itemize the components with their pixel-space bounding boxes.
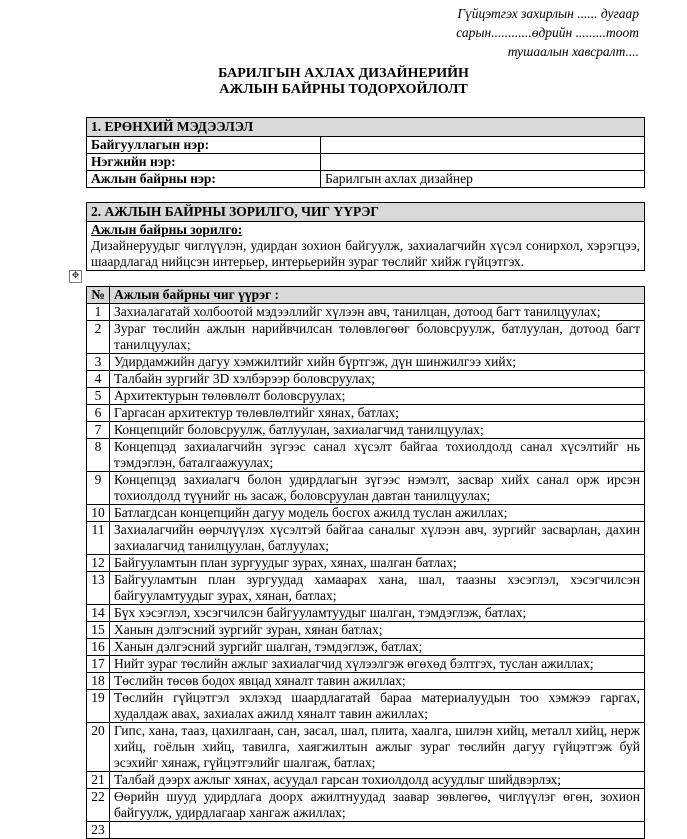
duty-text[interactable]: Нийт зураг төслийн ажлыг захиалагчид хүлээлгэж өгөхөд бэлтгэх, туслан ажиллах; (110, 656, 645, 673)
general-info-table (86, 117, 645, 188)
duty-text[interactable]: Бүх хэсэглэл, хэсэгчилсэн байгууламтуудыг шалган, тэмдэглэж, батлах; (110, 605, 645, 622)
table-row (87, 371, 645, 388)
duty-text[interactable] (110, 822, 645, 839)
field-value[interactable]: Барилгын ахлах дизайнер (321, 171, 645, 188)
duty-number: 14 (87, 605, 110, 622)
duty-number: 16 (87, 639, 110, 656)
title-line: БАРИЛГЫН АХЛАХ ДИЗАЙНЕРИЙН (218, 66, 469, 81)
section-heading: 1. ЕРӨНХИЙ МЭДЭЭЛЭЛ (87, 118, 645, 137)
duty-text[interactable]: Захиалагчийн өөрчлүүлэх хүсэлтэй байгаа саналыг хүлээн авч, зургийг засварлан, дахин захиалагчид танилцуулан, батлуулах; (110, 522, 645, 555)
table-row (87, 137, 645, 154)
duty-number: 20 (87, 723, 110, 772)
table-row (87, 422, 645, 439)
duty-number: 22 (87, 789, 110, 822)
duty-number: 10 (87, 505, 110, 522)
goal-text: Дизайнеруудыг чиглүүлэн, удирдан зохион байгуулж, захиалагчийн хүсэл сонирхол, хэрэгцээ, шаардлагад нийцсэн интерьер, интерьерийн зураг төслийг хийж гүйцэтгэх. (91, 238, 640, 269)
duty-number: 4 (87, 371, 110, 388)
goal-cell[interactable] (87, 222, 645, 271)
table-row (87, 405, 645, 422)
duty-text[interactable]: Талбайн зургийг 3D хэлбэрээр боловсруулах; (110, 371, 645, 388)
duty-number: 1 (87, 304, 110, 321)
duty-number: 2 (87, 321, 110, 354)
duty-text[interactable]: Ханын дэлгэсний зургийг зуран, хянан батлах; (110, 622, 645, 639)
table-row (87, 472, 645, 505)
duty-number: 5 (87, 388, 110, 405)
duty-number: 15 (87, 622, 110, 639)
table-row (87, 622, 645, 639)
duty-number: 19 (87, 690, 110, 723)
table-row (87, 656, 645, 673)
number-header: № (87, 287, 110, 304)
duty-text[interactable]: Захиалагатай холбоотой мэдээллийг хүлээн авч, танилцан, дотоод багт танилцуулах; (110, 304, 645, 321)
duty-text[interactable]: Гипс, хана, тааз, цахилгаан, сан, засал, шал, плита, хаалга, шилэн хийц, металл хийц, нерж хийц, гоёлын хийц, тавилга, хаягжилтын ажлыг зураг төслийн дагуу гүйцэтгэж буй эсэхийг хянаж, гүйцэтгэлийг шалгаж, батлах; (110, 723, 645, 772)
duty-text[interactable]: Төслийн гүйцэтгэл эхлэхэд шаардлагатай бараа материалуудын тоо хэмжээ гаргах, худалдаж авах, захиалах ажилд хяналт тавин ажиллах; (110, 690, 645, 723)
table-row (87, 171, 645, 188)
table-row (87, 772, 645, 789)
job-purpose-table (86, 202, 645, 271)
table-row (87, 439, 645, 472)
table-header-row (87, 287, 645, 304)
duty-text[interactable]: Зураг төслийн ажлын нарийвчилсан төлөвлөгөөг боловсруулж, батлуулан, дотоод багт танилцуулах; (110, 321, 645, 354)
duty-text[interactable]: Ханын дэлгэсний зургийг шалган, тэмдэглэж, батлах; (110, 639, 645, 656)
duty-text[interactable]: Өөрийн шууд удирдлага доорх ажилтнуудад заавар зөвлөгөө, чиглүүлэг өгөн, зохион байгуулж, удирдлагаар хангаж ажиллах; (110, 789, 645, 822)
duty-text[interactable]: Байгууламтын план зургуудыг зурах, хянах, шалган батлах; (110, 555, 645, 572)
order-note-line: тушаалын хавсралт.... (507, 44, 639, 59)
order-note-line: Гүйцэтгэх захирлын ...... дугаар (457, 6, 639, 21)
field-value[interactable] (321, 137, 645, 154)
duty-text[interactable]: Удирдамжийн дагуу хэмжилтийг хийн бүртгэж, дүн шинжилгээ хийх; (110, 354, 645, 371)
duties-table (86, 286, 645, 839)
duty-text[interactable]: Концепцэд захиалагчийн зүгээс санал хүсэлт байгаа тохиолдолд санал хүсэлтийг нь тэмдэглэн, баталгаажуулах; (110, 439, 645, 472)
table-row (87, 154, 645, 171)
table-row (87, 822, 645, 839)
duty-number: 18 (87, 673, 110, 690)
duty-number: 12 (87, 555, 110, 572)
table-row (87, 723, 645, 772)
table-row (87, 321, 645, 354)
duty-number: 7 (87, 422, 110, 439)
duty-text[interactable]: Концепцэд захиалагч болон удирдлагын зүгээс нэмэлт, засвар хийх санал орж ирсэн тохиолдолд түүнийг нь засаж, боловсруулан давтан танилцуулах; (110, 472, 645, 505)
table-row (87, 673, 645, 690)
duty-number: 3 (87, 354, 110, 371)
duty-text[interactable]: Архитектурын төлөвлөлт боловсруулах; (110, 388, 645, 405)
field-label: Байгууллагын нэр: (87, 137, 321, 154)
table-row (87, 639, 645, 656)
table-move-handle-icon[interactable]: ✥ (69, 270, 82, 283)
table-row (87, 690, 645, 723)
duty-text[interactable]: Байгууламтын план зургуудад хамаарах хана, шал, таазны хэсэглэл, хэсэгчилсэн байгууламтуудыг зурах, хянан, батлах; (110, 572, 645, 605)
table-row (87, 572, 645, 605)
duties-header: Ажлын байрны чиг үүрэг : (110, 287, 645, 304)
duty-text[interactable]: Төслийн төсөв бодох явцад хяналт тавин ажиллах; (110, 673, 645, 690)
duty-number: 11 (87, 522, 110, 555)
duty-text[interactable]: Концепцийг боловсруулж, батлуулан, захиалагчид танилцуулах; (110, 422, 645, 439)
section-heading: 2. АЖЛЫН БАЙРНЫ ЗОРИЛГО, ЧИГ ҮҮРЭГ (87, 203, 645, 222)
table-row (87, 605, 645, 622)
field-label: Ажлын байрны нэр: (87, 171, 321, 188)
table-row (87, 555, 645, 572)
title-line: АЖЛЫН БАЙРНЫ ТОДОРХОЙЛОЛТ (219, 82, 468, 97)
duty-number: 23 (87, 822, 110, 839)
duty-text[interactable]: Талбай дээрх ажлыг хянах, асуудал гарсан тохиолдолд асуудлыг шийдвэрлэх; (110, 772, 645, 789)
document-title (0, 66, 687, 98)
table-row (87, 304, 645, 321)
duty-number: 6 (87, 405, 110, 422)
duty-number: 13 (87, 572, 110, 605)
table-row (87, 505, 645, 522)
duty-number: 17 (87, 656, 110, 673)
table-row (87, 522, 645, 555)
duty-number: 9 (87, 472, 110, 505)
goal-title: Ажлын байрны зорилго: (91, 222, 243, 237)
field-label: Нэгжийн нэр: (87, 154, 321, 171)
table-row (87, 354, 645, 371)
duty-number: 21 (87, 772, 110, 789)
table-row (87, 388, 645, 405)
table-row (87, 222, 645, 271)
duty-number: 8 (87, 439, 110, 472)
order-note-line: сарын............өдрийн .........тоот (456, 25, 639, 40)
field-value[interactable] (321, 154, 645, 171)
duty-text[interactable]: Батлагдсан концепцийн дагуу модель босгох ажилд туслан ажиллах; (110, 505, 645, 522)
table-row (87, 789, 645, 822)
duty-text[interactable]: Гаргасан архитектур төлөвлөлтийг хянах, батлах; (110, 405, 645, 422)
order-reference-note (379, 4, 639, 61)
